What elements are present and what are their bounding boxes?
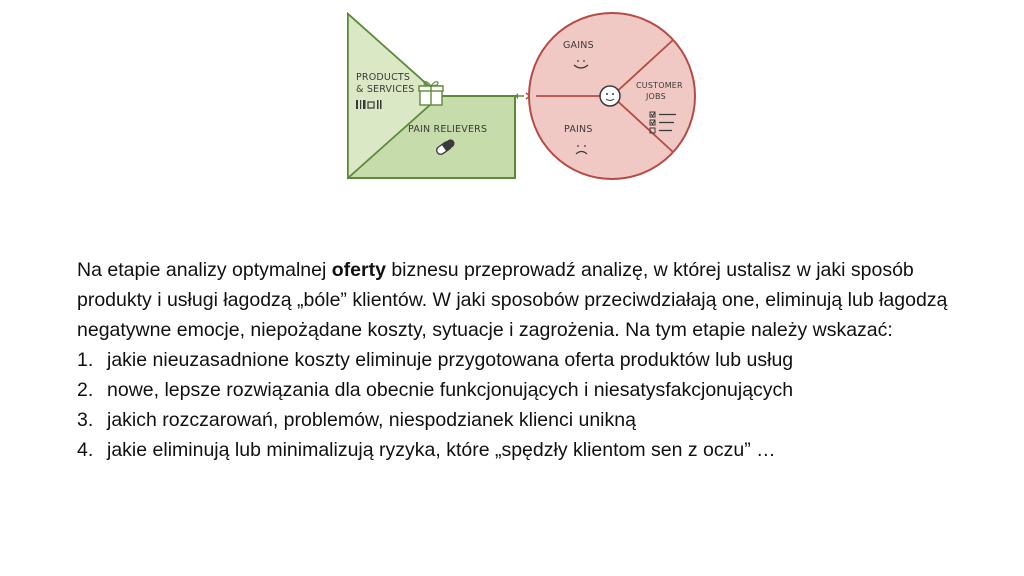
list-item-text: jakich rozczarowań, problemów, niespodzianek klienci unikną [107,409,636,431]
list-number: 4. [77,439,94,461]
customer-face-icon [600,86,620,106]
intro-paragraph [77,255,977,345]
connector-arrows [515,93,530,99]
intro-bold-word: oferty [331,259,386,281]
list-item [77,375,977,405]
customer-label: CUSTOMER [636,81,683,90]
gains-label: GAINS [563,40,594,51]
list-item-text: nowe, lepsze rozwiązania dla obecnie funkcjonujących i niesatysfakcjonujących [107,379,794,401]
intro-text-end: biznesu przeprowadź analizę, w której ustalisz w jaki sposób produkty i usługi łagodzą „bóle” klientów. W jaki sposobów przeciwdziałają one, eliminują lub łagodzą negatywne emocje, niepożądane koszty, sytuacje i zagrożenia. Na tym etapie należy wskazać: [77,259,948,341]
body-text [77,255,977,465]
value-map [348,14,515,178]
products-label: PRODUCTS [356,72,411,83]
pain-relievers-label: PAIN RELIEVERS [408,124,488,135]
list-item [77,405,977,435]
pains-label: PAINS [564,124,593,135]
list-number: 2. [77,379,94,401]
list-item-text: jakie eliminują lub minimalizują ryzyka, które „spędzły klientom sen z oczu” … [107,439,776,461]
intro-text-start: Na etapie analizy optymalnej [77,259,332,281]
services-label: & SERVICES [356,84,415,95]
list-item [77,345,977,375]
jobs-label: JOBS [646,92,666,101]
diagram-svg [340,8,710,188]
list-number: 3. [77,409,94,431]
list-item [77,435,977,465]
numbered-list [77,345,977,465]
customer-profile [529,13,695,179]
value-proposition-canvas-diagram [340,8,710,188]
list-number: 1. [77,349,94,371]
list-item-text: jakie nieuzasadnione koszty eliminuje przygotowana oferta produktów lub usług [107,349,794,371]
